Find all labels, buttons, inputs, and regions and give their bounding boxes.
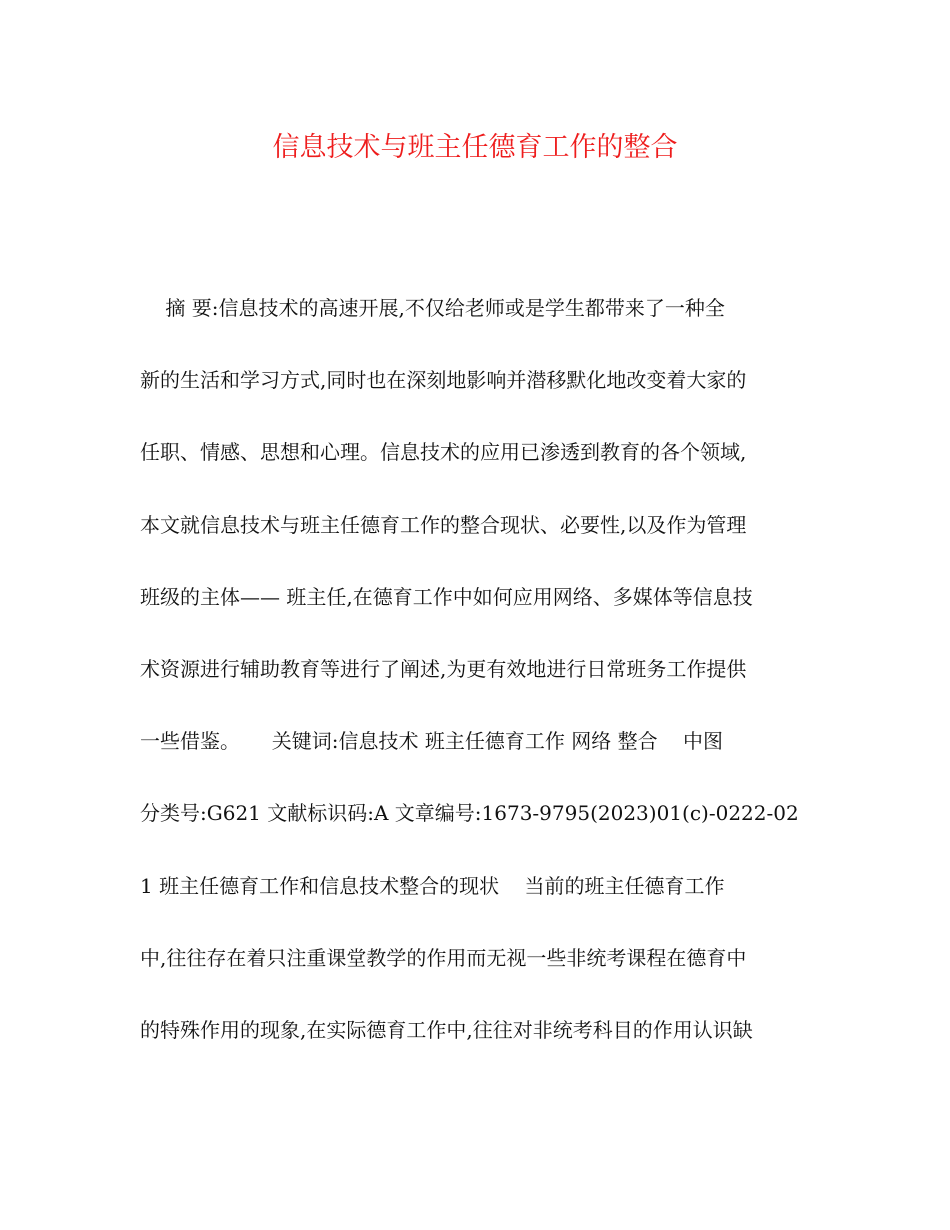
text-line-3: 任职、情感、思想和心理。信息技术的应用已渗透到教育的各个领域, [140,440,747,465]
text-line-8: 分类号:G621 文献标识码:A 文章编号:1673-9795(2023)01(c)-0222-02 [140,801,799,826]
text-line-11: 的特殊作用的现象,在实际德育工作中,往往对非统考科目的作用认识缺 [140,1017,753,1042]
text-line-1: 摘 要:信息技术的高速开展,不仅给老师或是学生都带来了一种全 [140,296,725,320]
document-title: 信息技术与班主任德育工作的整合 [272,132,678,163]
text-line-5: 班级的主体—— 班主任,在德育工作中如何应用网络、多媒体等信息技 [140,584,753,609]
text-line-2: 新的生活和学习方式,同时也在深刻地影响并潜移默化地改变着大家的 [140,368,747,393]
text-line-10: 中,往往存在着只注重课堂教学的作用而无视一些非统考课程在德育中 [140,945,747,970]
body-text [140,290,820,1084]
text-line-7: 一些借鉴。 关键词:信息技术 班主任德育工作 网络 整合 中图 [140,729,724,754]
text-line-4: 本文就信息技术与班主任德育工作的整合现状、必要性,以及作为管理 [140,512,747,537]
text-line-9: 1 班主任德育工作和信息技术整合的现状 当前的班主任德育工作 [140,873,725,898]
text-line-6: 术资源进行辅助教育等进行了阐述,为更有效地进行日常班务工作提供 [140,656,747,681]
